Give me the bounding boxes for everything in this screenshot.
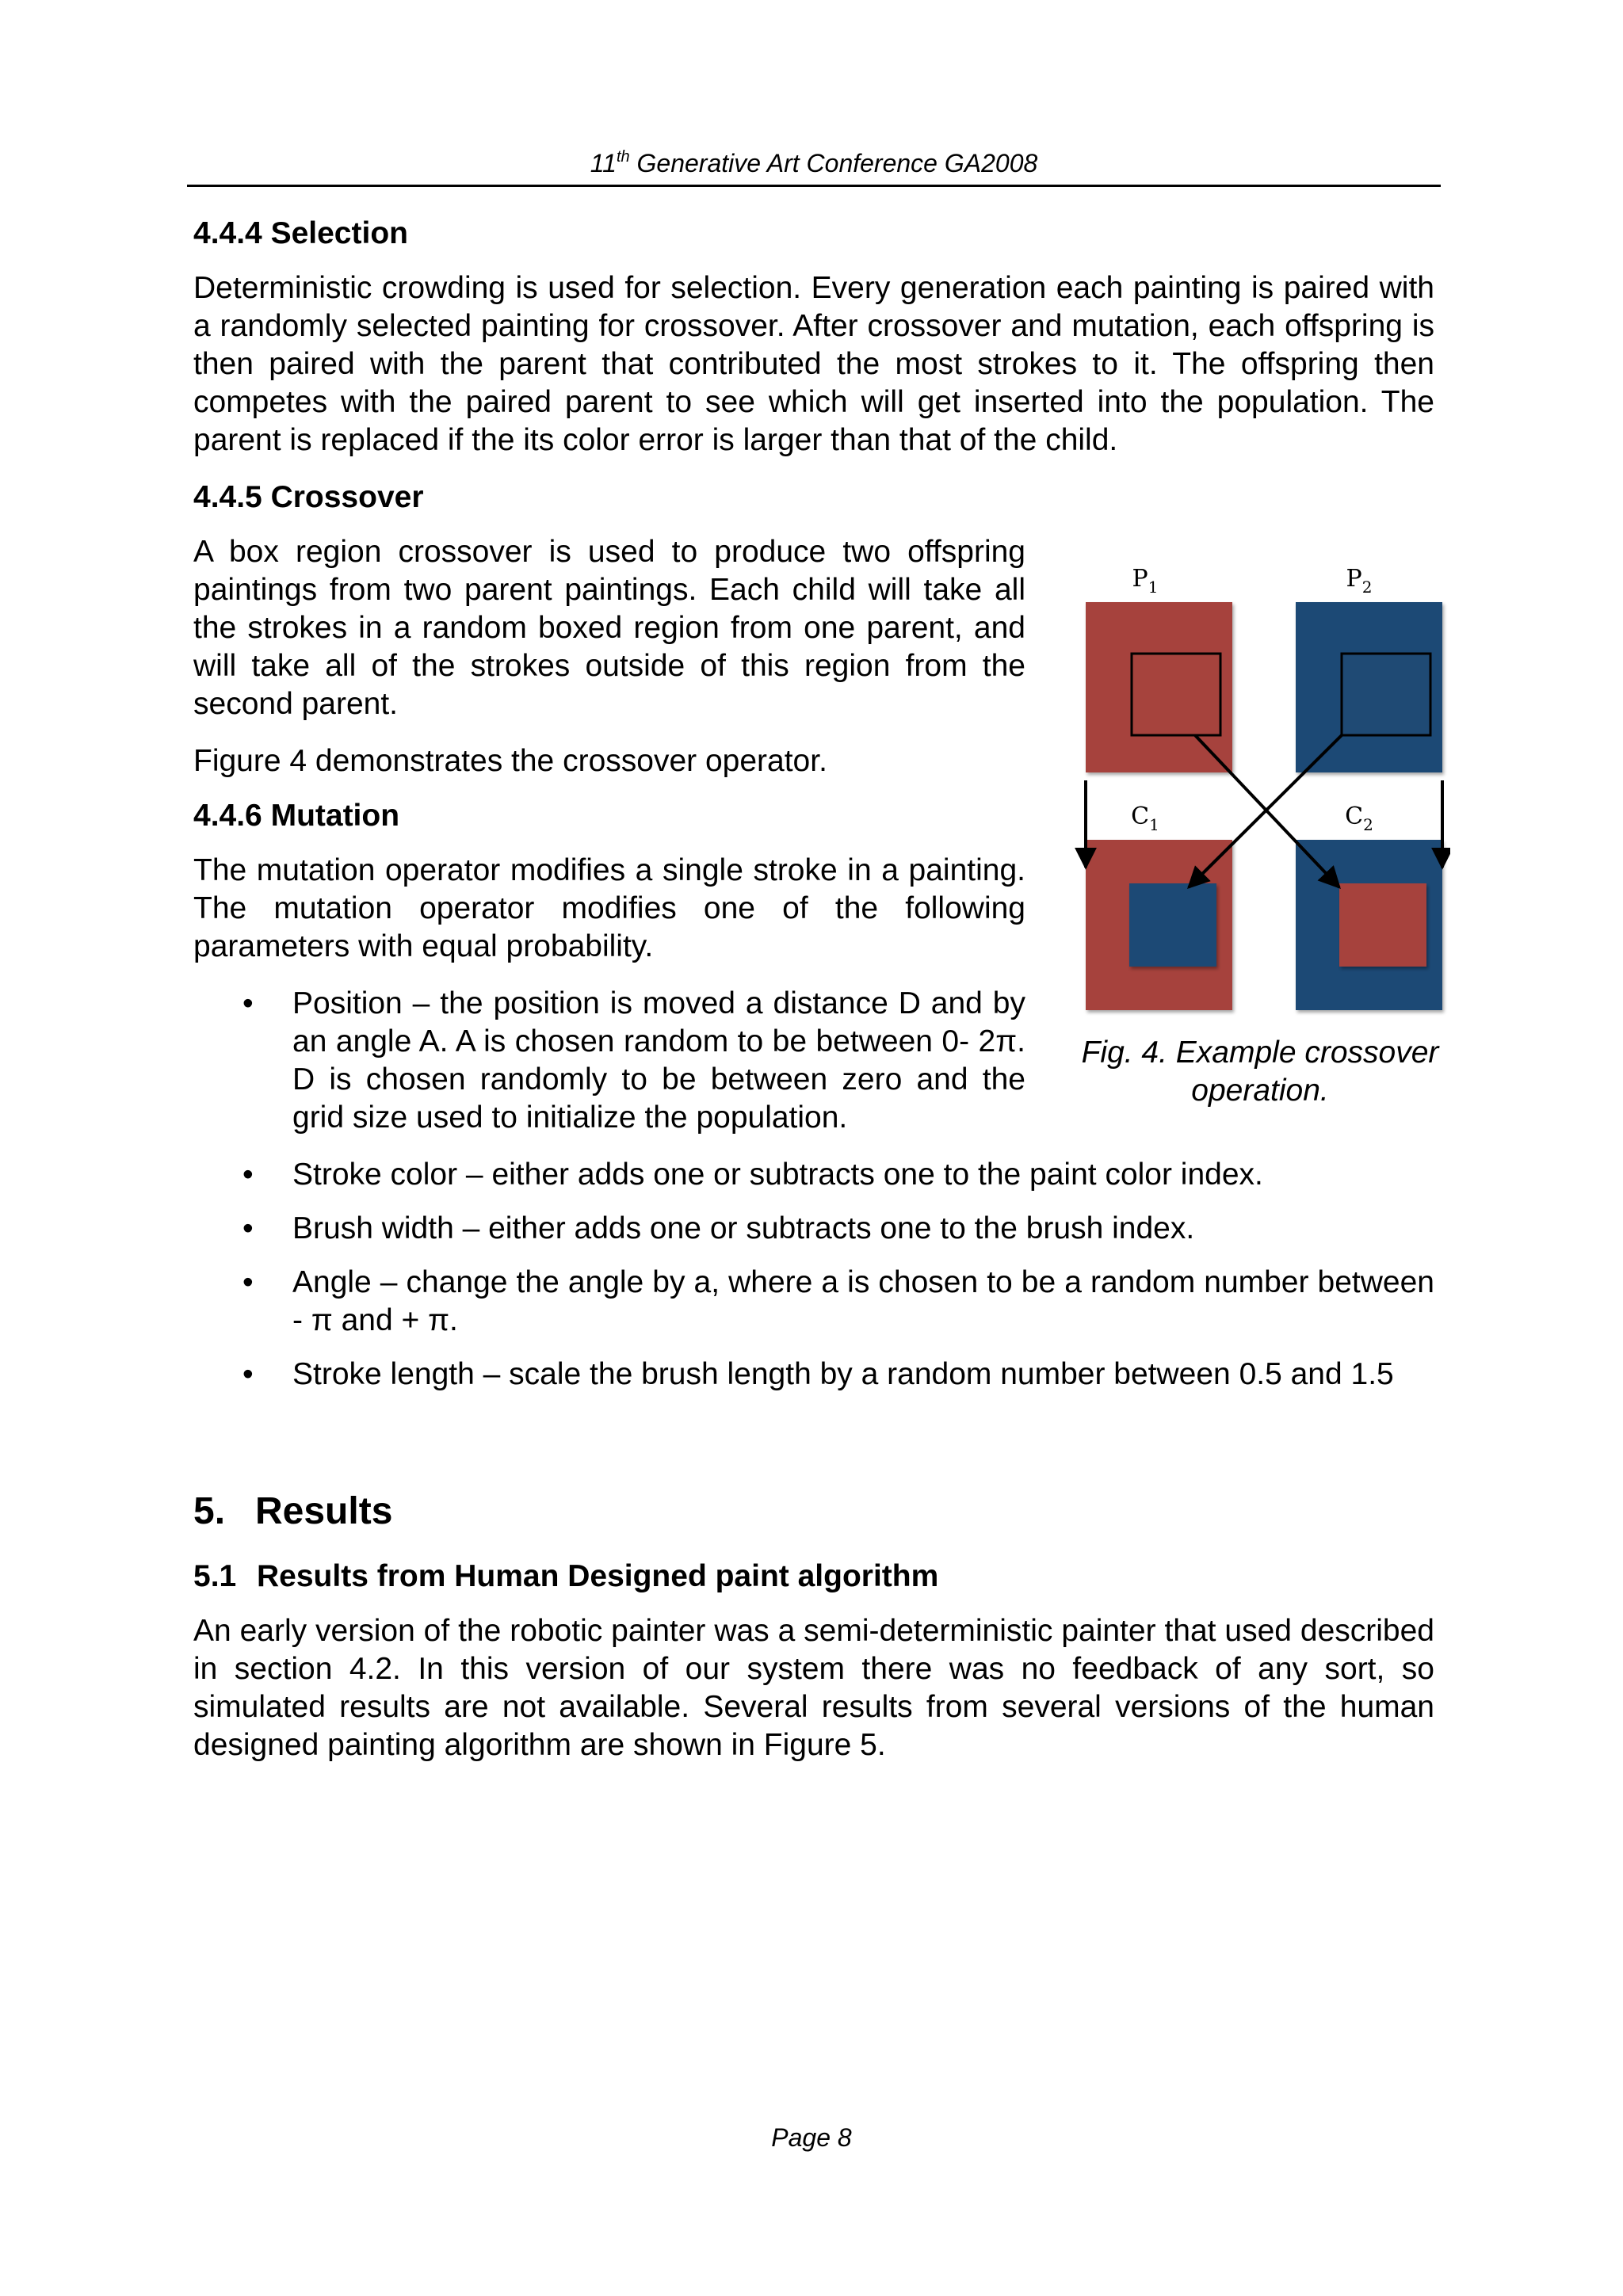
header-ordinal-number: 11 [590,149,617,177]
heading-human-designed-results [193,1558,938,1596]
heading-crossover: 4.4.5 Crossover [193,480,424,514]
selection-paragraph: Deterministic crowding is used for selection. Every generation each painting is paired with a randomly selected painting for crossover. After crossover and mutation, each offspring is then paired with the parent that contributed the most strokes to it. The offspring then competes with the paired parent to see which will get inserted into the population. The parent is replaced if the its color error is larger than that of the child. [193,271,1434,457]
header-rule [187,185,1441,187]
label-p1: $P_1$ [1132,565,1159,597]
heading-selection: 4.4.4 Selection [193,216,408,250]
crossover-paragraph: A box region crossover is used to produce two offspring paintings from two parent paintings. Each child will take all the strokes in a random boxed region from one parent, and will take all of the strokes outside of this region from the second parent. [193,535,1025,721]
figure-caption-line-2: operation. [1191,1074,1329,1108]
running-header [187,147,1441,179]
bullet-text: Brush width – either adds one or subtracts one to the brush index. [292,1211,1195,1245]
parent-1-region-box [1132,654,1220,735]
bullet-glyph: • [242,1265,254,1299]
child-2-swapped-region [1339,883,1426,967]
label-c2: $C_2$ [1345,803,1373,834]
results-paragraph: An early version of the robotic painter was a semi-deterministic painter that used described in section 4.2. In this version of our system there was no feedback of any sort, so simulated results are not available. Several results from several versions of the human designed painting algorithm are shown in Figure 5. [193,1614,1434,1762]
mutation-bullet-list-bottom [193,1156,1434,1394]
subsection-number: 5.1 [193,1559,237,1593]
section-title: Results [255,1490,393,1532]
bullet-glyph: • [242,1357,254,1391]
mutation-bullet-stroke-color [193,1156,1434,1194]
header-conference: Generative Art Conference GA2008 [629,149,1038,177]
bullet-glyph: • [242,986,254,1020]
heading-results [193,1489,392,1534]
child-1-swapped-region [1129,883,1216,967]
page-footer: Page 8 [771,2123,852,2152]
bullet-text: Stroke length – scale the brush length by a random number between 0.5 and 1.5 [292,1357,1394,1391]
bullet-text: Position – the position is moved a distance D and by an angle A. A is chosen random to be between 0- 2π. D is chosen randomly to be between zero and the grid size used to initialize the population. [292,986,1025,1135]
header-ordinal-suffix: th [616,148,630,166]
crossover-figure [1062,547,1450,1022]
mutation-bullet-stroke-length [193,1356,1434,1394]
mutation-bullet-list-top [193,985,1025,1137]
section-number: 5. [193,1490,226,1532]
mutation-paragraph: The mutation operator modifies a single stroke in a painting. The mutation operator modifies one of the following parameters with equal probability. [193,853,1025,963]
mutation-bullet-angle [193,1264,1434,1340]
label-p2: $P_2$ [1346,565,1373,597]
bullet-glyph: • [242,1158,254,1192]
bullet-glyph: • [242,1211,254,1245]
figure-caption-line-1: Fig. 4. Example crossover [1081,1035,1439,1070]
bullet-text: Angle – change the angle by a, where a is chosen to be a random number between - π and + π. [292,1265,1434,1337]
heading-mutation: 4.4.6 Mutation [193,799,400,833]
mutation-bullet-brush-width [193,1210,1434,1248]
figure-caption [1054,1034,1466,1110]
label-c1: $C_1$ [1131,803,1159,834]
subsection-title: Results from Human Designed paint algorithm [257,1559,939,1593]
bullet-text: Stroke color – either adds one or subtracts one to the paint color index. [292,1158,1263,1192]
parent-2-region-box [1342,654,1430,735]
crossover-figure-reference: Figure 4 demonstrates the crossover operator. [193,744,827,778]
mutation-bullet-position [193,985,1025,1137]
